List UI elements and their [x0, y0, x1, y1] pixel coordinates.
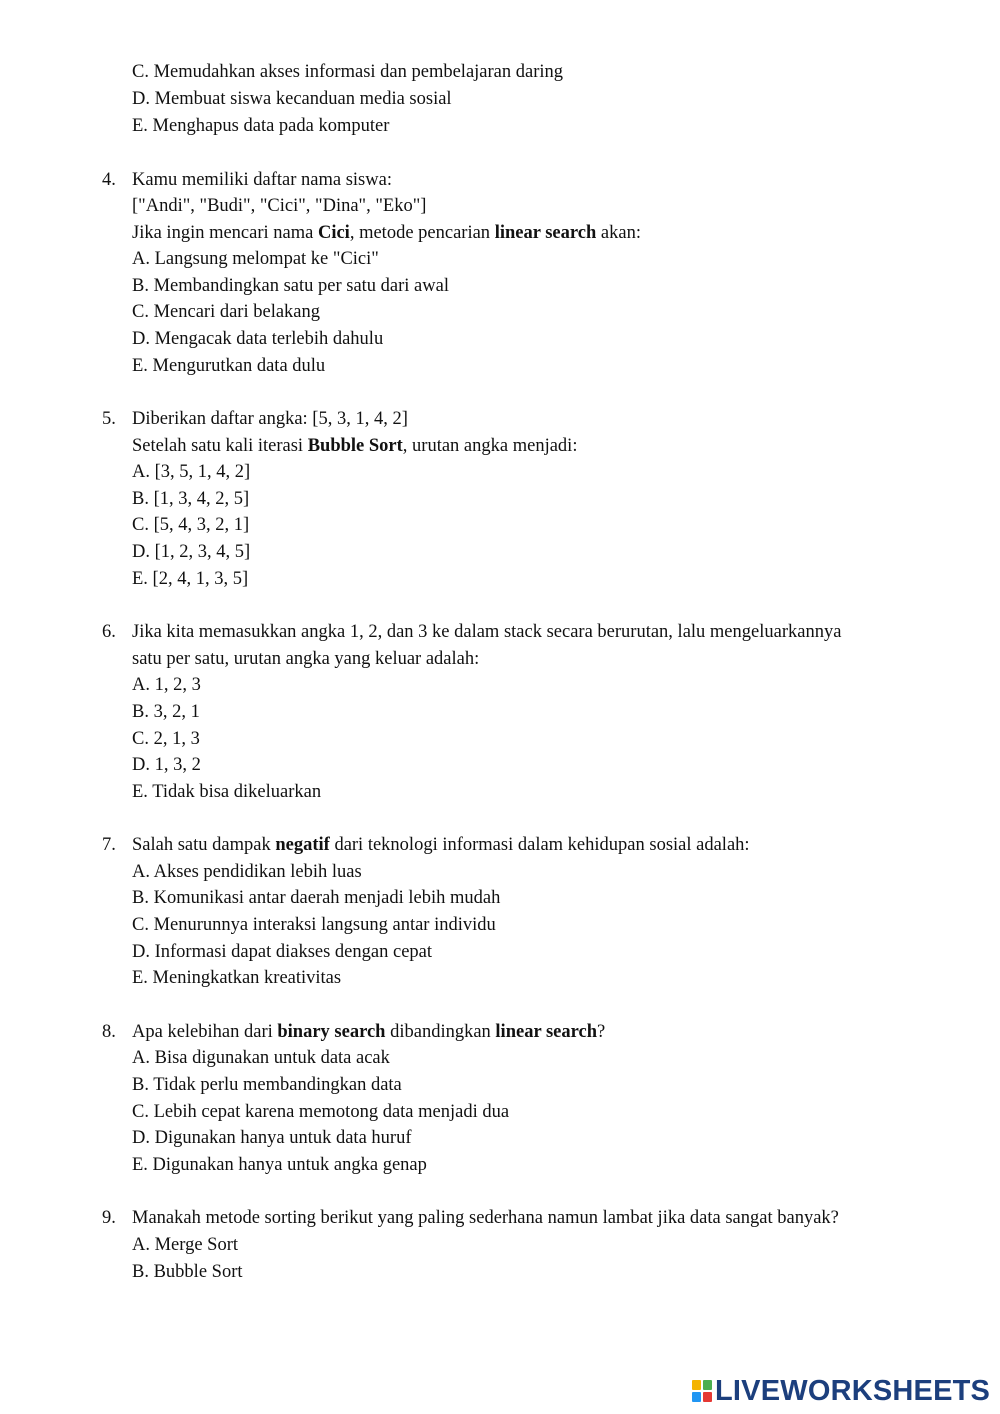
- question-9-number: 9.: [102, 1208, 116, 1228]
- question-8-option-b[interactable]: B. Tidak perlu membandingkan data: [132, 1075, 402, 1095]
- question-8-number: 8.: [102, 1022, 116, 1042]
- question-7-option-b[interactable]: B. Komunikasi antar daerah menjadi lebih mudah: [132, 888, 501, 908]
- question-4-number: 4.: [102, 170, 116, 190]
- question-5-number: 5.: [102, 409, 116, 429]
- prev-option-e[interactable]: E. Menghapus data pada komputer: [132, 116, 390, 136]
- question-7-option-e[interactable]: E. Meningkatkan kreativitas: [132, 968, 342, 988]
- logo-square-2: [703, 1380, 712, 1390]
- liveworksheets-logo[interactable]: [692, 1375, 990, 1407]
- question-6-option-c[interactable]: C. 2, 1, 3: [132, 729, 200, 749]
- prev-option-c[interactable]: C. Memudahkan akses informasi dan pembelajaran daring: [132, 62, 564, 82]
- question-9-option-b[interactable]: B. Bubble Sort: [132, 1262, 243, 1282]
- question-7-text: Salah satu dampak negatif dari teknologi informasi dalam kehidupan sosial adalah:: [132, 835, 750, 855]
- question-8-option-c[interactable]: C. Lebih cepat karena memotong data menjadi dua: [132, 1102, 510, 1122]
- question-4-list: ["Andi", "Budi", "Cici", "Dina", "Eko"]: [132, 196, 427, 216]
- question-4-option-c[interactable]: C. Mencari dari belakang: [132, 302, 321, 322]
- question-4-option-a[interactable]: A. Langsung melompat ke "Cici": [132, 249, 379, 269]
- question-6-option-d[interactable]: D. 1, 3, 2: [132, 755, 201, 775]
- question-5-option-c[interactable]: C. [5, 4, 3, 2, 1]: [132, 515, 250, 535]
- prev-option-d[interactable]: D. Membuat siswa kecanduan media sosial: [132, 89, 452, 109]
- logo-square-3: [692, 1392, 701, 1402]
- liveworksheets-logo-text: LIVEWORKSHEETS: [715, 1374, 991, 1407]
- question-7-number: 7.: [102, 835, 116, 855]
- question-6-number: 6.: [102, 622, 116, 642]
- question-7-option-a[interactable]: A. Akses pendidikan lebih luas: [132, 862, 362, 882]
- question-6-text-cont: satu per satu, urutan angka yang keluar adalah:: [132, 649, 480, 669]
- question-4-option-e[interactable]: E. Mengurutkan data dulu: [132, 356, 326, 376]
- question-5-option-b[interactable]: B. [1, 3, 4, 2, 5]: [132, 489, 250, 509]
- logo-square-4: [703, 1392, 712, 1402]
- question-4-text: Kamu memiliki daftar nama siswa:: [132, 170, 392, 190]
- question-5-option-a[interactable]: A. [3, 5, 1, 4, 2]: [132, 462, 251, 482]
- question-8-text: Apa kelebihan dari binary search dibandingkan linear search?: [132, 1022, 606, 1042]
- question-4-prompt: Jika ingin mencari nama Cici, metode pencarian linear search akan:: [132, 223, 641, 243]
- question-5-prompt: Setelah satu kali iterasi Bubble Sort, urutan angka menjadi:: [132, 436, 578, 456]
- question-7-option-c[interactable]: C. Menurunnya interaksi langsung antar individu: [132, 915, 496, 935]
- question-7-option-d[interactable]: D. Informasi dapat diakses dengan cepat: [132, 942, 433, 962]
- question-9-text: Manakah metode sorting berikut yang paling sederhana namun lambat jika data sangat banyak?: [132, 1208, 839, 1228]
- question-5-text: Diberikan daftar angka: [5, 3, 1, 4, 2]: [132, 409, 408, 429]
- question-6-option-e[interactable]: E. Tidak bisa dikeluarkan: [132, 782, 322, 802]
- question-8-option-e[interactable]: E. Digunakan hanya untuk angka genap: [132, 1155, 427, 1175]
- question-8-option-d[interactable]: D. Digunakan hanya untuk data huruf: [132, 1128, 412, 1148]
- question-8-option-a[interactable]: A. Bisa digunakan untuk data acak: [132, 1048, 390, 1068]
- question-5-option-e[interactable]: E. [2, 4, 1, 3, 5]: [132, 569, 249, 589]
- question-9-option-a[interactable]: A. Merge Sort: [132, 1235, 239, 1255]
- question-6-option-b[interactable]: B. 3, 2, 1: [132, 702, 200, 722]
- question-6-option-a[interactable]: A. 1, 2, 3: [132, 675, 201, 695]
- logo-square-1: [692, 1380, 701, 1390]
- question-6-text: Jika kita memasukkan angka 1, 2, dan 3 ke dalam stack secara berurutan, lalu mengeluarkannya: [132, 622, 842, 642]
- question-4-option-b[interactable]: B. Membandingkan satu per satu dari awal: [132, 276, 449, 296]
- question-4-option-d[interactable]: D. Mengacak data terlebih dahulu: [132, 329, 384, 349]
- question-5-option-d[interactable]: D. [1, 2, 3, 4, 5]: [132, 542, 251, 562]
- liveworksheets-logo-icon: [692, 1380, 712, 1402]
